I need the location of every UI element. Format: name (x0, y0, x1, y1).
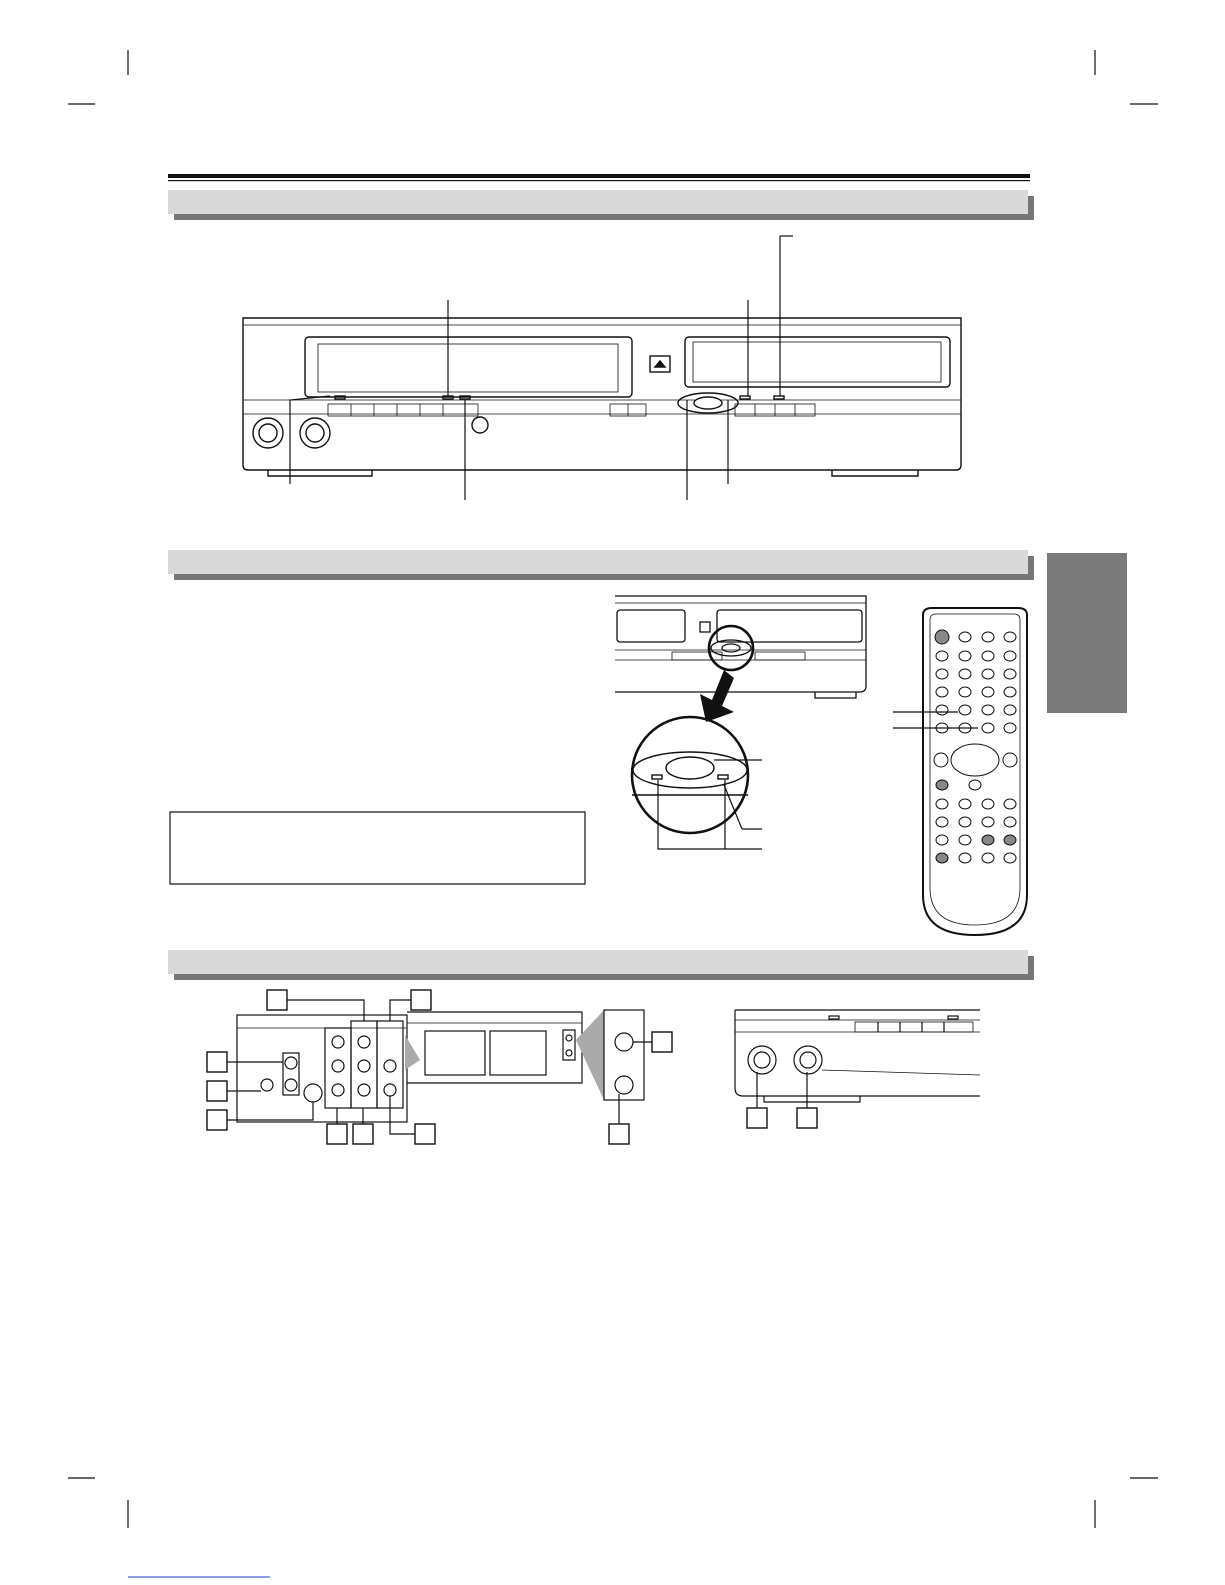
front-panel-unit (243, 318, 961, 476)
rear-panel-illustration (237, 1010, 644, 1122)
crop-marks (68, 50, 1158, 1528)
remote-callouts (893, 712, 978, 728)
side-tab (1047, 553, 1127, 713)
remote-control-icon (923, 608, 1027, 935)
front-panel-callouts (290, 236, 793, 500)
zoom-arrow (700, 670, 734, 722)
front-jack-markers (747, 1108, 817, 1128)
section-bar-display (168, 550, 1034, 580)
front-jacks-detail (735, 1010, 980, 1102)
section-bar-front-panel (168, 190, 1034, 220)
eject-icon (655, 361, 665, 367)
note-box (170, 812, 585, 884)
rear-panel-leaders (227, 1000, 652, 1134)
section-bar-rear-panel (168, 950, 1034, 980)
small-unit-illustration (615, 596, 866, 698)
title-rule (168, 174, 1030, 181)
zoom-circle (632, 717, 748, 833)
